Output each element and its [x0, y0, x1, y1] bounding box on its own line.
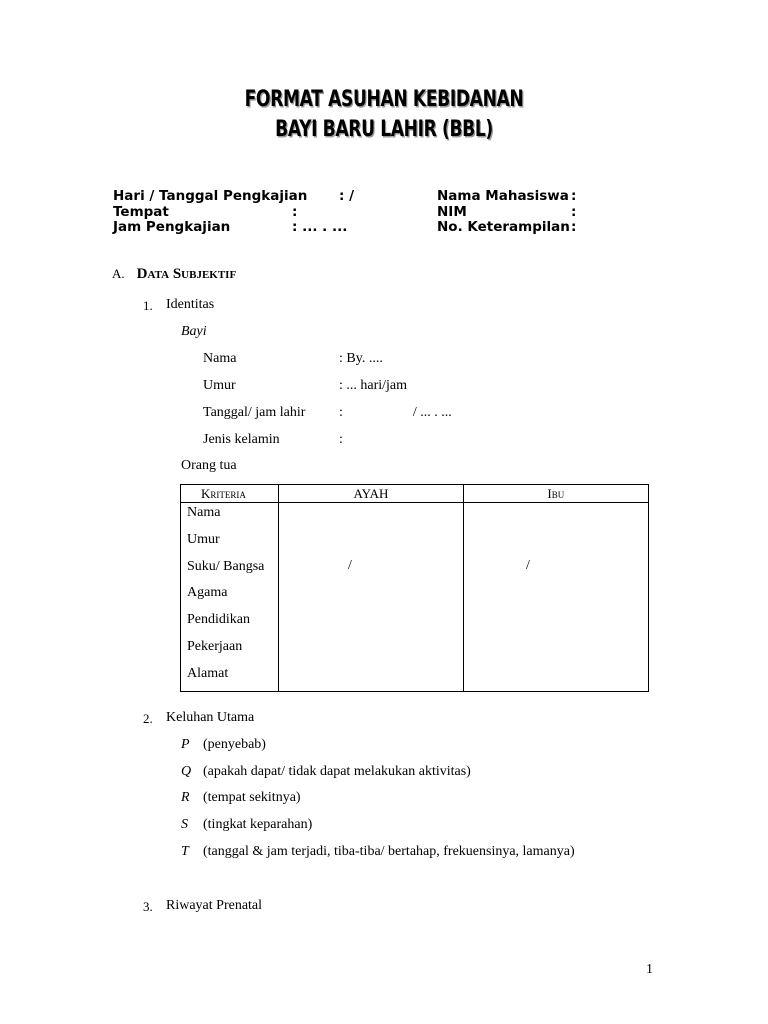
header-value-jam: : ... . ... [292, 219, 348, 235]
keluhan-text-s: (tingkat keparahan) [203, 817, 313, 832]
table-header-ibu: Ibu [463, 485, 648, 503]
kriteria-item-agama: Agama [187, 585, 228, 601]
header-value-nim: : [571, 204, 577, 220]
header-label-no-keterampilan: No. Keterampilan [437, 219, 570, 235]
item2-number: 2. [143, 711, 153, 726]
bayi-field-value-jenis-kelamin: : [339, 432, 343, 447]
header-label-nim: NIM [437, 204, 467, 220]
keluhan-letter-r: R [181, 790, 190, 805]
orang-tua-label: Orang tua [181, 458, 237, 473]
header-label-jam: Jam Pengkajian [113, 219, 231, 235]
header-value-no-keterampilan: : [571, 219, 577, 235]
kriteria-item-umur: Umur [187, 531, 220, 547]
ibu-cell [463, 503, 648, 692]
header-value-tempat: : [292, 204, 298, 220]
kriteria-cell [181, 503, 279, 692]
keluhan-letter-s: S [181, 817, 188, 832]
item1-label: Identitas [166, 297, 215, 312]
keluhan-text-t: (tanggal & jam terjadi, tiba-tiba/ bertahap, frekuensinya, lamanya) [203, 844, 575, 859]
orang-tua-table [180, 484, 649, 692]
bayi-field-value-tanggal: : / ... . ... [339, 405, 452, 420]
keluhan-text-p: (penyebab) [203, 737, 266, 752]
keluhan-letter-p: P [181, 737, 190, 752]
table-header-kriteria: Kriteria [181, 485, 279, 503]
table-header-row [181, 485, 649, 503]
kriteria-item-alamat: Alamat [187, 665, 229, 681]
bayi-field-label-tanggal: Tanggal/ jam lahir [203, 405, 306, 420]
header-label-tempat: Tempat [113, 204, 169, 220]
keluhan-letter-t: T [181, 844, 189, 859]
keluhan-text-r: (tempat sekitnya) [203, 790, 301, 805]
item3-number: 3. [143, 899, 153, 914]
kriteria-item-nama: Nama [187, 505, 221, 520]
kriteria-list [181, 503, 278, 691]
header-value-hari: : / [339, 188, 355, 204]
document-title-line1: FORMAT ASUHAN KEBIDANAN [244, 87, 524, 112]
document-title-line2: BAYI BARU LAHIR (BBL) [275, 117, 493, 142]
kriteria-item-pekerjaan: Pekerjaan [187, 638, 243, 654]
page-number: 1 [646, 962, 653, 977]
ibu-suku-slash: / [526, 558, 530, 573]
kriteria-item-pendidikan: Pendidikan [187, 612, 250, 628]
bayi-field-value-nama: : By. .... [339, 351, 383, 366]
header-label-nama-mahasiswa: Nama Mahasiswa [437, 188, 569, 204]
bayi-field-label-umur: Umur [203, 378, 236, 393]
keluhan-letter-q: Q [181, 764, 192, 779]
bayi-label: Bayi [181, 324, 207, 339]
item1-number: 1. [143, 298, 153, 313]
keluhan-text-q: (apakah dapat/ tidak dapat melakukan aktivitas) [203, 764, 471, 779]
item2-label: Keluhan Utama [166, 710, 255, 725]
table-header-ayah: AYAH [279, 485, 463, 503]
section-a-letter: A. [112, 266, 125, 281]
header-value-nama-mahasiswa: : [571, 188, 577, 204]
kriteria-item-suku-bangsa: Suku/ Bangsa [187, 558, 265, 574]
bayi-field-value-umur: : ... hari/jam [339, 378, 408, 393]
section-a-heading [112, 266, 236, 283]
bayi-field-label-jenis-kelamin: Jenis kelamin [203, 432, 280, 447]
ayah-suku-slash: / [348, 558, 352, 573]
table-body-row [181, 503, 649, 692]
section-a-title: Data Subjektif [136, 266, 237, 282]
header-label-hari: Hari / Tanggal Pengkajian [113, 188, 308, 204]
bayi-field-label-nama: Nama [203, 351, 237, 366]
ayah-cell [279, 503, 463, 692]
item3-label: Riwayat Prenatal [166, 898, 263, 913]
